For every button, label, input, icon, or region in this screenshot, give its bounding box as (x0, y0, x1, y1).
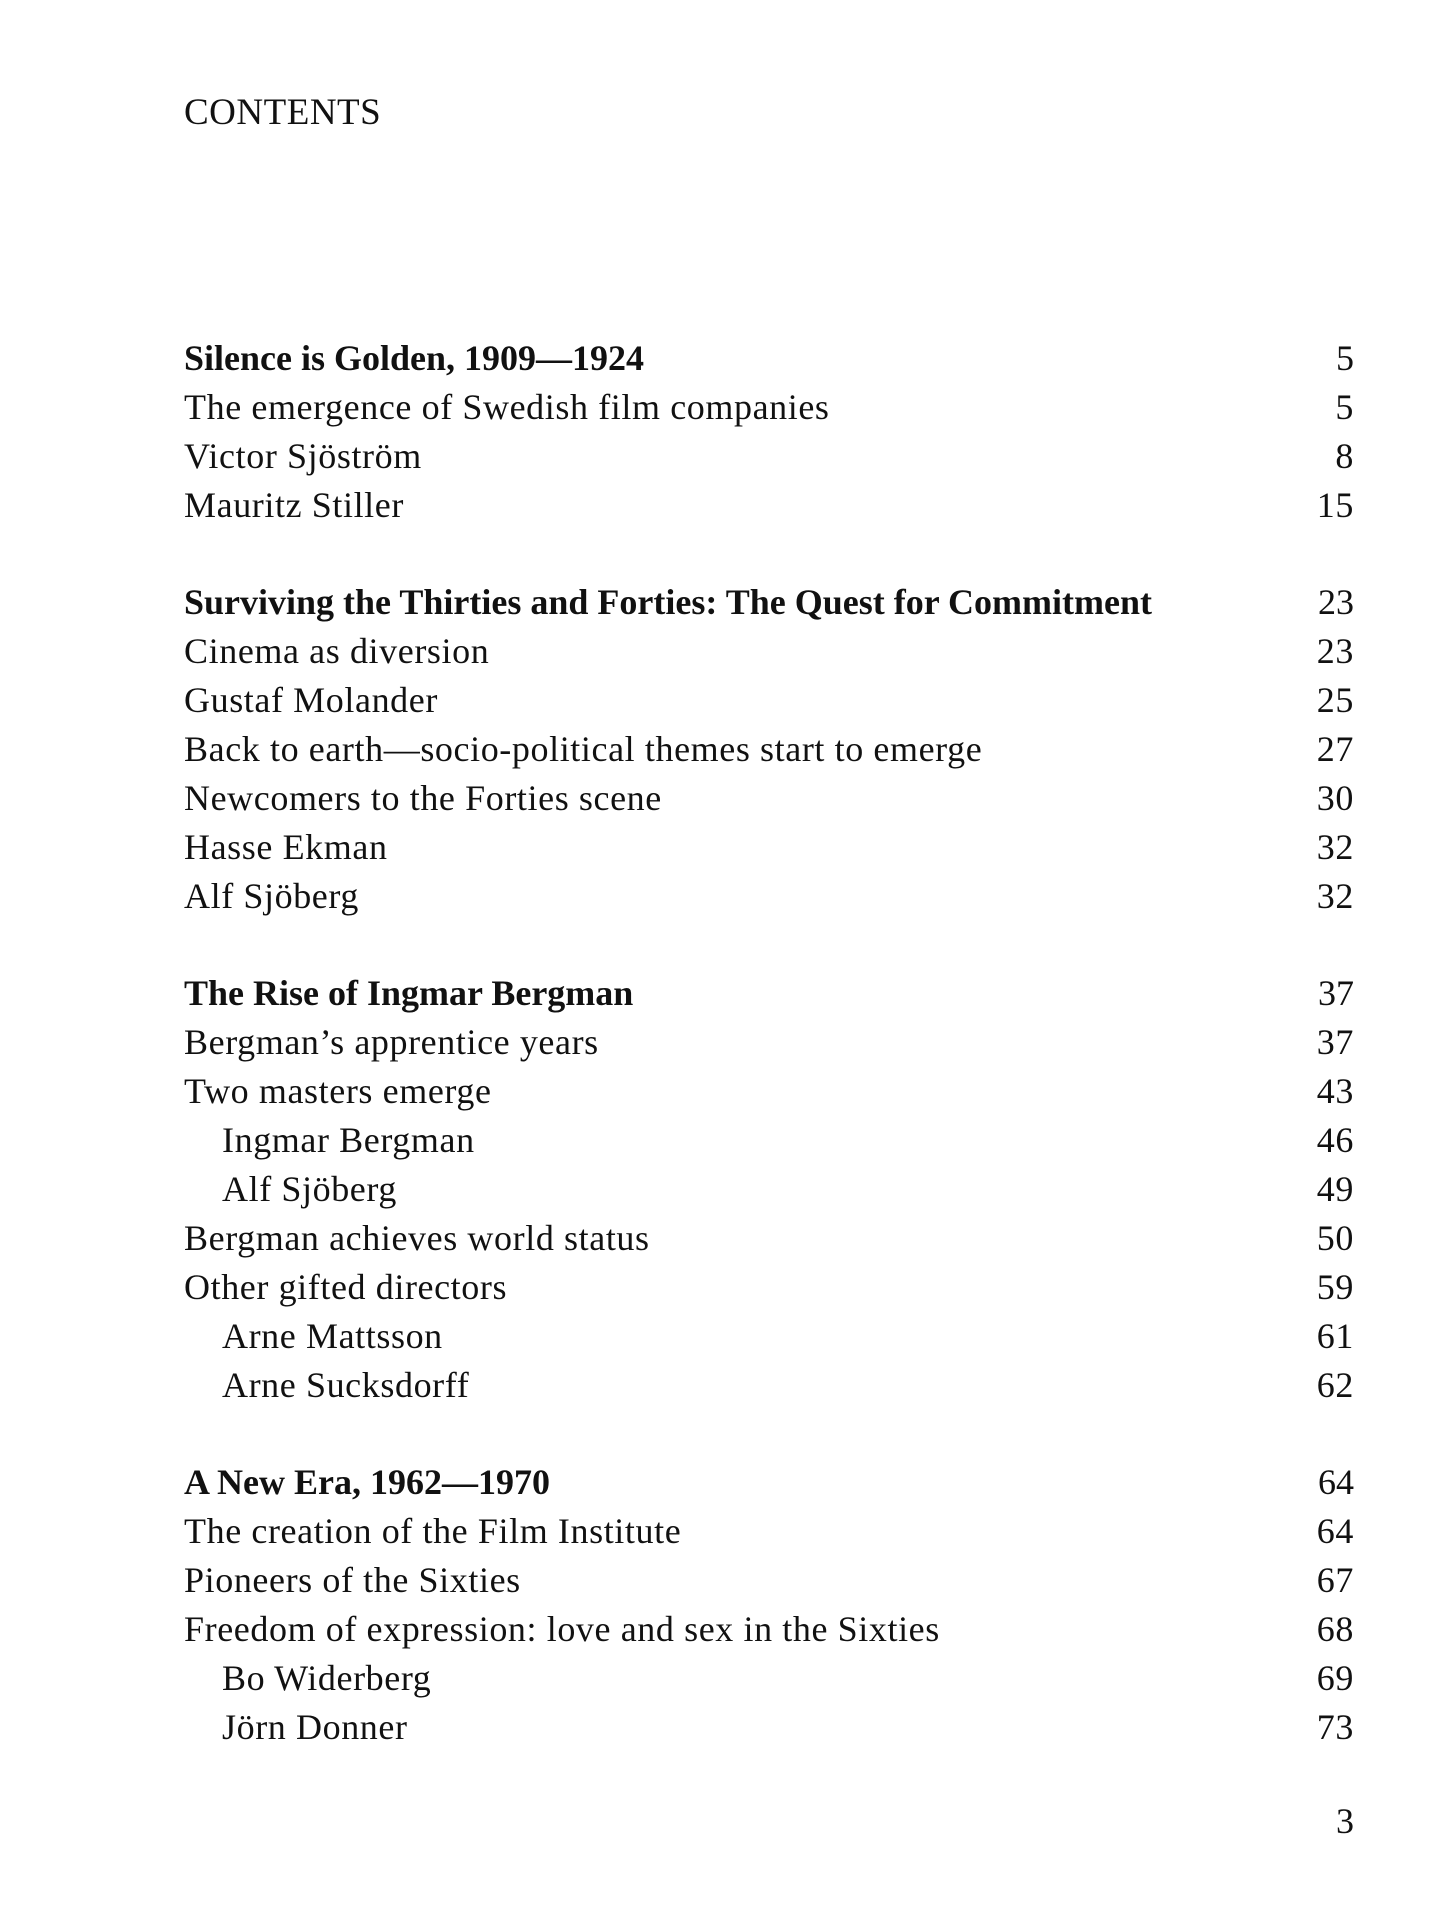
toc-chapter-heading[interactable] (184, 334, 1354, 383)
entry-page-number: 46 (1316, 1120, 1354, 1160)
toc-subentry[interactable] (184, 1165, 1354, 1214)
entry-title: Bergman achieves world status (184, 1218, 650, 1258)
entry-page-number: 30 (1316, 778, 1354, 818)
entry-page-number: 5 (1335, 387, 1354, 427)
entry-page-number: 73 (1316, 1707, 1354, 1747)
entry-page-number: 68 (1316, 1609, 1354, 1649)
entry-title: Two masters emerge (184, 1071, 492, 1111)
entry-title: Gustaf Molander (184, 680, 438, 720)
toc-entry[interactable] (184, 676, 1354, 725)
entry-title: The emergence of Swedish film companies (184, 387, 830, 427)
entry-page-number: 49 (1316, 1169, 1354, 1209)
page-number: 3 (1336, 1801, 1354, 1841)
entry-title: Back to earth—socio-political themes start to emerge (184, 729, 983, 769)
toc-entry[interactable] (184, 872, 1354, 921)
toc-entry[interactable] (184, 725, 1354, 774)
entry-page-number: 61 (1316, 1316, 1354, 1356)
chapter-page-number: 37 (1318, 973, 1354, 1013)
entry-page-number: 62 (1316, 1365, 1354, 1405)
chapter-page-number: 64 (1318, 1462, 1354, 1502)
entry-title: Ingmar Bergman (222, 1120, 475, 1160)
toc-subentry[interactable] (184, 1654, 1354, 1703)
toc-entry[interactable] (184, 627, 1354, 676)
toc-entry[interactable] (184, 823, 1354, 872)
toc-chapter-heading[interactable] (184, 578, 1354, 627)
toc-chapter-heading[interactable] (184, 1458, 1354, 1507)
entry-title: Arne Sucksdorff (222, 1365, 470, 1405)
entry-title: Pioneers of the Sixties (184, 1560, 521, 1600)
entry-page-number: 43 (1316, 1071, 1354, 1111)
chapter-page-number: 23 (1318, 582, 1354, 622)
entry-page-number: 64 (1316, 1511, 1354, 1551)
entry-title: Alf Sjöberg (184, 876, 359, 916)
page-title: CONTENTS (184, 92, 382, 133)
toc-entry[interactable] (184, 383, 1354, 432)
toc-entry[interactable] (184, 1214, 1354, 1263)
chapter-title: The Rise of Ingmar Bergman (184, 973, 634, 1013)
entry-page-number: 50 (1316, 1218, 1354, 1258)
toc-section-silence-is-golden (184, 334, 1354, 530)
toc-section-rise-of-bergman (184, 969, 1354, 1410)
entry-page-number: 23 (1316, 631, 1354, 671)
toc-subentry[interactable] (184, 1703, 1354, 1752)
entry-title: Bo Widerberg (222, 1658, 432, 1698)
toc-section-surviving-thirties-forties (184, 578, 1354, 921)
entry-title: The creation of the Film Institute (184, 1511, 682, 1551)
entry-title: Newcomers to the Forties scene (184, 778, 662, 818)
entry-title: Cinema as diversion (184, 631, 490, 671)
toc-entry[interactable] (184, 432, 1354, 481)
toc-chapter-heading[interactable] (184, 969, 1354, 1018)
toc-section-new-era (184, 1458, 1354, 1752)
entry-page-number: 69 (1316, 1658, 1354, 1698)
toc-entry[interactable] (184, 774, 1354, 823)
chapter-title: Silence is Golden, 1909—1924 (184, 338, 645, 378)
toc-entry[interactable] (184, 481, 1354, 530)
entry-title: Victor Sjöström (184, 436, 422, 476)
entry-title: Jörn Donner (222, 1707, 408, 1747)
table-of-contents (184, 334, 1354, 1800)
entry-title: Bergman’s apprentice years (184, 1022, 599, 1062)
entry-page-number: 15 (1316, 485, 1354, 525)
chapter-title: Surviving the Thirties and Forties: The Quest for Commitment (184, 582, 1152, 622)
toc-entry[interactable] (184, 1263, 1354, 1312)
chapter-title: A New Era, 1962—1970 (184, 1462, 550, 1502)
entry-page-number: 37 (1316, 1022, 1354, 1062)
toc-subentry[interactable] (184, 1361, 1354, 1410)
entry-page-number: 27 (1316, 729, 1354, 769)
entry-title: Mauritz Stiller (184, 485, 404, 525)
toc-subentry[interactable] (184, 1312, 1354, 1361)
entry-page-number: 32 (1316, 827, 1354, 867)
toc-entry[interactable] (184, 1556, 1354, 1605)
toc-entry[interactable] (184, 1507, 1354, 1556)
entry-title: Alf Sjöberg (222, 1169, 397, 1209)
toc-entry[interactable] (184, 1067, 1354, 1116)
chapter-page-number: 5 (1336, 338, 1354, 378)
entry-page-number: 67 (1316, 1560, 1354, 1600)
entry-page-number: 8 (1335, 436, 1354, 476)
entry-title: Hasse Ekman (184, 827, 388, 867)
entry-title: Arne Mattsson (222, 1316, 443, 1356)
entry-page-number: 25 (1316, 680, 1354, 720)
toc-entry[interactable] (184, 1018, 1354, 1067)
toc-subentry[interactable] (184, 1116, 1354, 1165)
entry-title: Other gifted directors (184, 1267, 508, 1307)
entry-page-number: 32 (1316, 876, 1354, 916)
entry-title: Freedom of expression: love and sex in the Sixties (184, 1609, 940, 1649)
entry-page-number: 59 (1316, 1267, 1354, 1307)
toc-entry[interactable] (184, 1605, 1354, 1654)
